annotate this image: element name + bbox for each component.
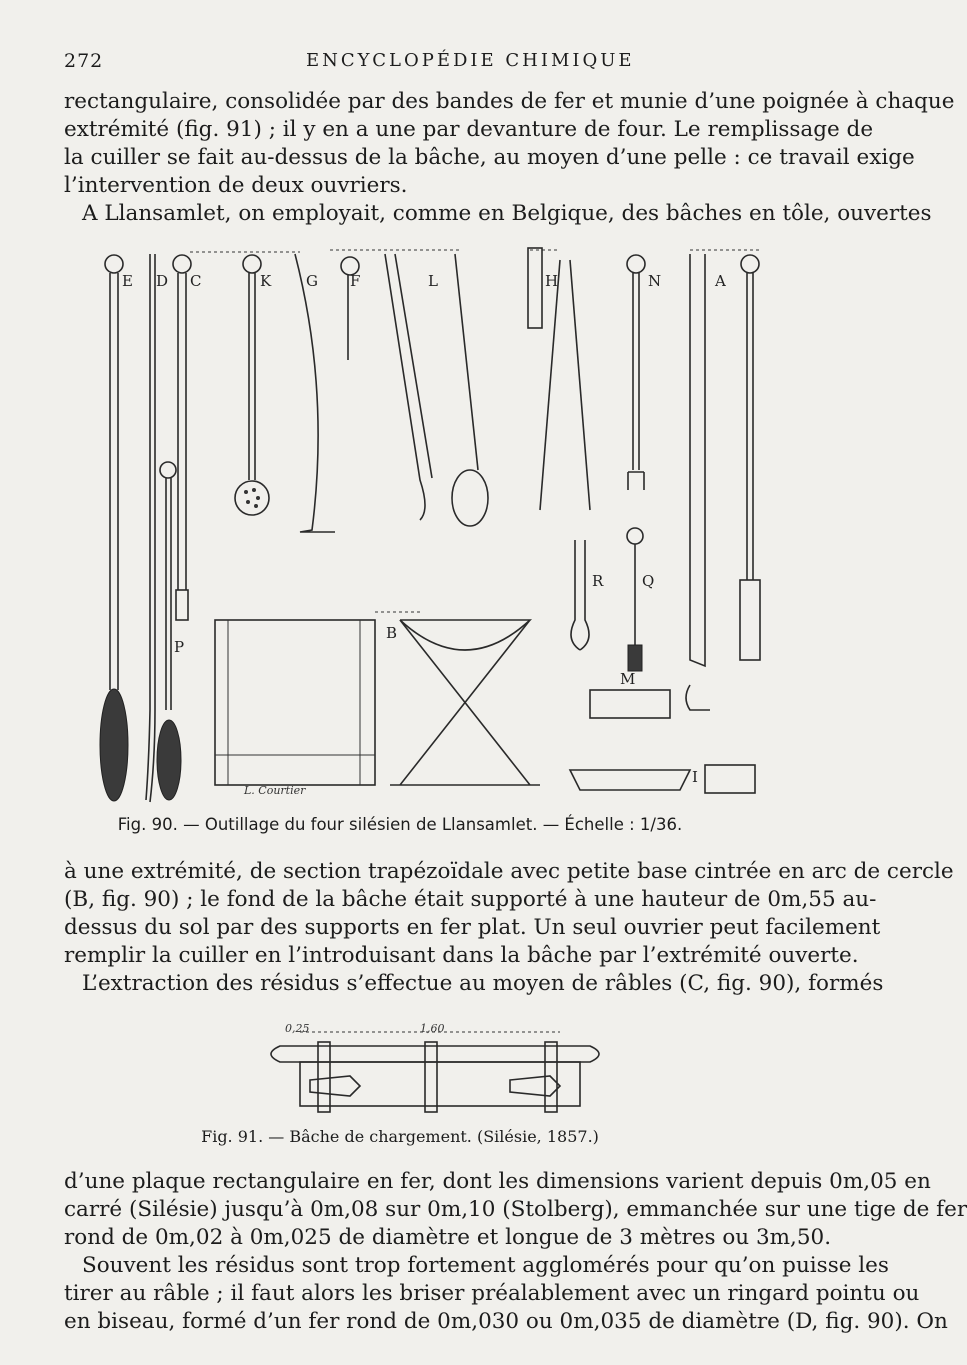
label-d: D [156, 272, 169, 290]
dimension-main-label: 1,60 [420, 1022, 445, 1035]
trough-drawing [215, 612, 540, 785]
tool-q-drawing [627, 528, 643, 671]
label-f: F [350, 272, 361, 290]
label-k: K [260, 272, 272, 290]
figure-90-caption: Fig. 90. — Outillage du four silésien de Llansamlet. — Échelle : 1/36. [117, 815, 683, 834]
text-line: Souvent les résidus sont trop fortement agglomérés pour qu’on puisse les [82, 1253, 889, 1278]
text-line: A Llansamlet, on employait, comme en Belgique, des bâches en tôle, ouvertes [82, 201, 932, 226]
tool-d-drawing [146, 254, 155, 802]
paragraph-3 [64, 1168, 967, 1336]
label-e: E [122, 272, 133, 290]
dimension-left-label: 0,25 [285, 1022, 310, 1035]
text-line: tirer au râble ; il faut alors les briser préalablement avec un ringard pointu ou [64, 1281, 920, 1306]
label-a: A [715, 272, 726, 290]
text-line: rectangulaire, consolidée par des bandes de fer et munie d’une poignée à chaque [64, 89, 955, 114]
label-m: M [620, 670, 636, 688]
text-line: dessus du sol par des supports en fer plat. Un seul ouvrier peut facilement [64, 915, 881, 940]
text-line: en biseau, formé d’un fer rond de 0m,030 ou 0m,035 de diamètre (D, fig. 90). On [64, 1309, 948, 1334]
text-line: L’extraction des résidus s’effectue au moyen de râbles (C, fig. 90), formés [82, 971, 884, 996]
text-line: d’une plaque rectangulaire en fer, dont les dimensions varient depuis 0m,05 en [64, 1169, 931, 1194]
text-line: l’intervention de deux ouvriers. [64, 173, 408, 198]
tool-k-drawing [235, 255, 269, 515]
label-n: N [648, 272, 662, 290]
label-g: G [306, 272, 318, 290]
figure-90-tools-drawing [0, 240, 800, 810]
tool-r-drawing [571, 540, 589, 650]
label-p: P [174, 638, 185, 656]
label-h: H [545, 272, 559, 290]
label-q: Q [642, 572, 655, 590]
tool-e-drawing [100, 255, 128, 801]
label-b: B [386, 624, 398, 642]
label-l: L [428, 272, 438, 290]
tool-n-drawing [627, 255, 645, 490]
running-title: ENCYCLOPÉDIE CHIMIQUE [306, 50, 635, 71]
tool-l-drawing [385, 254, 488, 526]
tool-g-drawing [295, 254, 335, 532]
label-c: C [190, 272, 202, 290]
tool-a-drawing [690, 254, 760, 666]
figure-91-trough-drawing [0, 1020, 800, 1120]
text-line: (B, fig. 90) ; le fond de la bâche était supporté à une hauteur de 0m,55 au- [64, 887, 877, 912]
text-line: rond de 0m,02 à 0m,025 de diamètre et longue de 3 mètres ou 3m,50. [64, 1225, 832, 1250]
page-header [64, 48, 764, 76]
tool-h-drawing [528, 248, 590, 510]
paragraph-2 [64, 858, 954, 998]
paragraph-1 [64, 88, 955, 228]
label-i: I [692, 768, 698, 786]
page-number: 272 [64, 50, 104, 72]
cuiller-drawing [570, 685, 755, 793]
text-line: remplir la cuiller en l’introduisant dans la bâche par l’extrémité ouverte. [64, 943, 859, 968]
text-line: à une extrémité, de section trapézoïdale avec petite base cintrée en arc de cercle [64, 859, 954, 884]
label-r: R [592, 572, 604, 590]
text-line: extrémité (fig. 91) ; il y en a une par devanture de four. Le remplissage de [64, 117, 874, 142]
text-line: carré (Silésie) jusqu’à 0m,08 sur 0m,10 (Stolberg), emmanchée sur une tige de fer [64, 1197, 967, 1222]
figure-91-caption: Fig. 91. — Bâche de chargement. (Silésie, 1857.) [201, 1127, 599, 1146]
tool-c-drawing [173, 255, 191, 620]
text-line: la cuiller se fait au-dessus de la bâche, au moyen d’une pelle : ce travail exige [64, 145, 915, 170]
engraver-signature: L. Courtier [244, 784, 306, 797]
